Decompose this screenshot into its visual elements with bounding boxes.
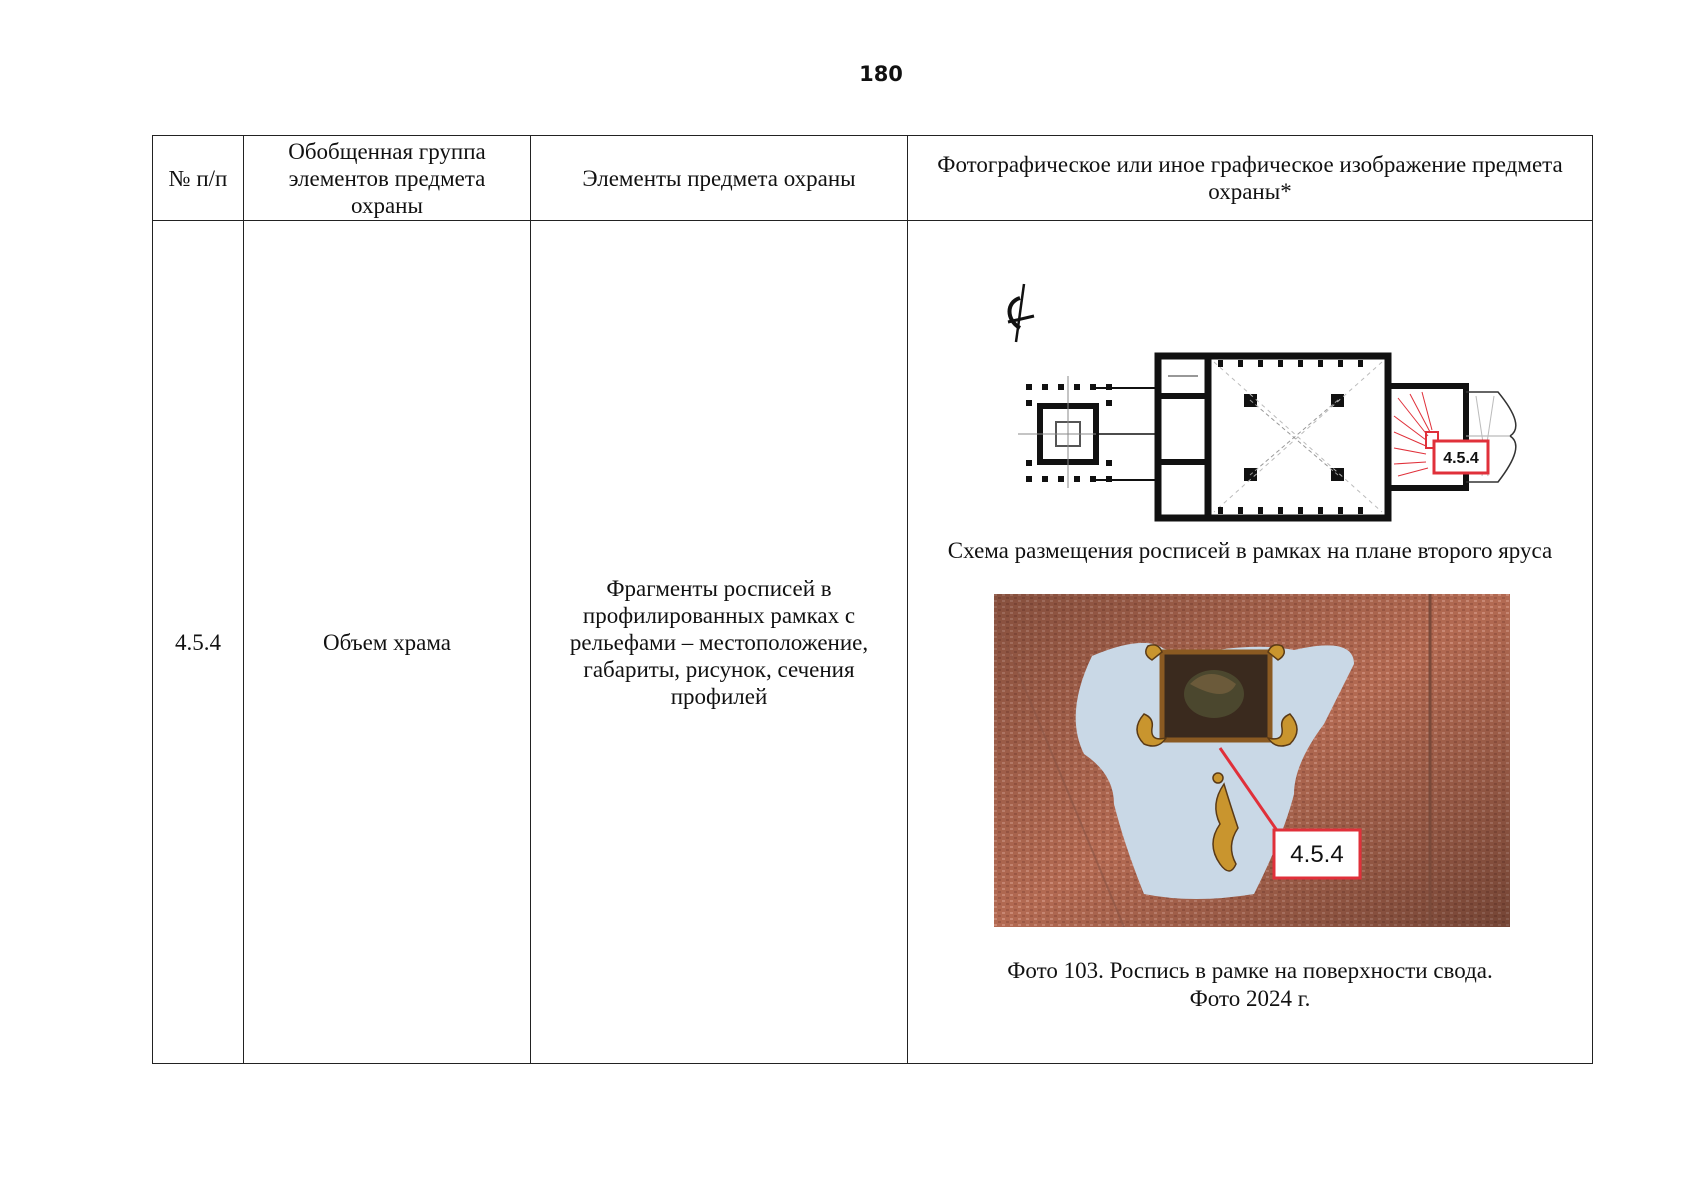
header-image: Фотографическое или иное графическое изображение предмета охраны* bbox=[908, 136, 1593, 221]
main-nave-plan bbox=[1208, 356, 1388, 518]
protection-table bbox=[152, 135, 1593, 1064]
floor-plan bbox=[998, 276, 1518, 526]
photo-caption-line1: Фото 103. Роспись в рамке на поверхности свода. bbox=[1007, 958, 1493, 983]
table-header-row bbox=[153, 136, 1593, 221]
bell-tower-plan bbox=[1018, 376, 1120, 488]
photo-marker-label: 4.5.4 bbox=[1290, 841, 1344, 868]
narthex-plan bbox=[1158, 356, 1208, 518]
header-group: Обобщенная группа элементов предмета охраны bbox=[244, 136, 531, 221]
photo-caption-line2: Фото 2024 г. bbox=[1189, 986, 1311, 1011]
header-elements: Элементы предмета охраны bbox=[531, 136, 908, 221]
header-num: № п/п bbox=[153, 136, 244, 221]
page-number: 180 bbox=[859, 62, 903, 86]
photo-marker bbox=[1274, 830, 1360, 878]
north-arrow-icon bbox=[1008, 284, 1034, 342]
row-image-cell bbox=[908, 221, 1593, 1064]
plan-caption: Схема размещения росписей в рамках на плане второго яруса bbox=[947, 538, 1553, 563]
photo-caption bbox=[908, 957, 1592, 1013]
plan-marker-label: 4.5.4 bbox=[1443, 450, 1479, 467]
vault-photo bbox=[994, 594, 1510, 927]
plan-marker bbox=[1434, 441, 1488, 473]
row-num: 4.5.4 bbox=[153, 221, 244, 1064]
table-row bbox=[153, 221, 1593, 1064]
row-group: Объем храма bbox=[244, 221, 531, 1064]
row-elements: Фрагменты росписей в профилированных рамках с рельефами – местоположение, габариты, рисунок, сечения профилей bbox=[531, 221, 908, 1064]
